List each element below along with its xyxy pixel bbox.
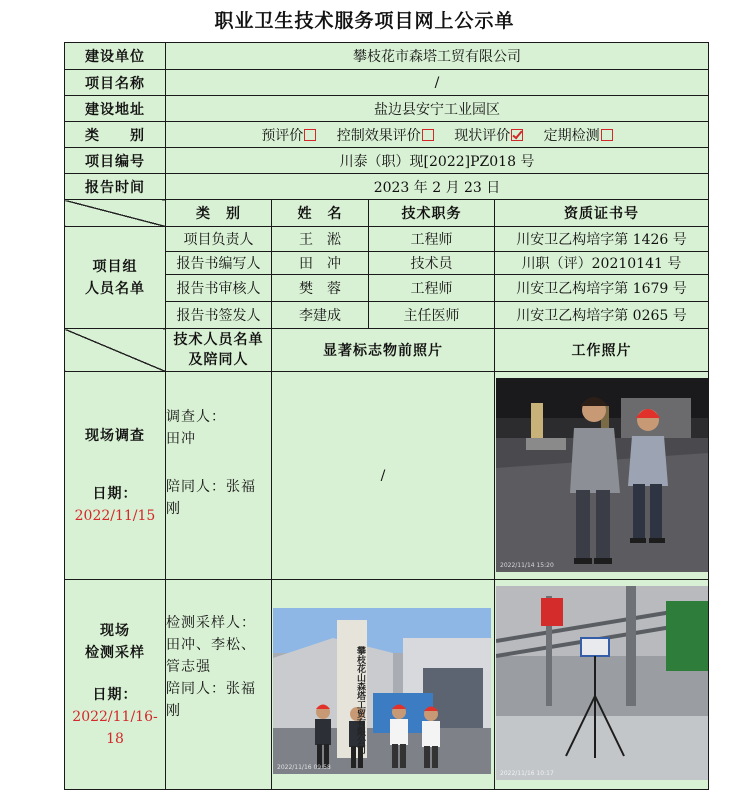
project-name-label: 项目名称 (65, 70, 166, 96)
survey-date-label: 日期： (92, 485, 138, 502)
sampler-label: 检测采样人： (166, 615, 256, 631)
sampling-landmark-photo-image (273, 608, 491, 774)
sampling-landmark-photo (273, 608, 491, 774)
sampling-date-label: 日期： (92, 686, 138, 703)
sampling-label-1: 现场 (100, 622, 130, 639)
checkbox-status-evaluation (511, 129, 523, 141)
photos-header-staff-line1: 技术人员名单 (173, 332, 264, 348)
sampling-landmark-photo-cell (272, 580, 495, 790)
survey-people (166, 372, 272, 580)
project-no-label: 项目编号 (65, 148, 166, 174)
photo-timestamp: 2022/11/14 15:20 (500, 562, 554, 569)
team-header-role: 类 别 (166, 200, 272, 227)
category-option-label: 预评价 (261, 127, 304, 144)
sampling-label-2: 检测采样 (85, 644, 145, 661)
row-unit (65, 43, 709, 70)
photos-header-row (65, 329, 709, 372)
team-cert: 川安卫乙构培字第 0265 号 (495, 302, 709, 329)
row-project-name (65, 70, 709, 96)
diagonal-cell (65, 200, 166, 227)
team-role: 项目负责人 (166, 227, 272, 252)
disclosure-form (64, 42, 709, 790)
category-options (166, 122, 709, 148)
team-role: 报告书审核人 (166, 275, 272, 302)
survey-date: 2022/11/15 (74, 507, 156, 524)
team-title: 技术员 (369, 252, 495, 275)
photos-header-work: 工作照片 (495, 329, 709, 372)
sampler-value-2: 管志强 (166, 659, 211, 675)
photo-timestamp: 2022/11/16 09:58 (277, 764, 331, 771)
survey-work-photo-cell (495, 372, 709, 580)
team-name: 樊 蓉 (272, 275, 369, 302)
investigator-label: 调查人： (166, 409, 226, 425)
row-report-time (65, 174, 709, 200)
category-option-status (454, 128, 523, 144)
report-time-label: 报告时间 (65, 174, 166, 200)
investigator-value: 田冲 (166, 431, 196, 447)
team-row (65, 227, 709, 252)
team-header-title: 技术职务 (369, 200, 495, 227)
survey-companion-cont: 刚 (166, 501, 181, 517)
survey-landmark-photo: / (272, 372, 495, 580)
sampling-date: 2022/11/16-18 (72, 708, 158, 747)
address-label: 建设地址 (65, 96, 166, 122)
team-name: 李建成 (272, 302, 369, 329)
category-option-periodic (544, 128, 613, 144)
sampler-value-1: 田冲、李松、 (166, 637, 256, 653)
survey-label: 现场调查 (85, 427, 145, 444)
project-name-value: / (166, 70, 709, 96)
category-option-label: 现状评价 (454, 127, 511, 144)
sampling-label-cell (65, 580, 166, 790)
survey-work-photo-image (496, 378, 708, 572)
sampling-work-photo-image (496, 586, 708, 780)
photos-header-staff (166, 329, 272, 372)
team-cert: 川安卫乙构培字第 1426 号 (495, 227, 709, 252)
survey-row (65, 372, 709, 580)
team-cert: 川职（评）20210141 号 (495, 252, 709, 275)
checkbox-periodic-test (601, 129, 613, 141)
checkbox-pre-evaluation (304, 129, 316, 141)
company-sign: 攀枝花山森塔工贸有限公司 (355, 646, 365, 754)
project-no-value: 川泰（职）现[2022]PZ018 号 (166, 148, 709, 174)
sampling-work-photo-cell (495, 580, 709, 790)
unit-value: 攀枝花市森塔工贸有限公司 (166, 43, 709, 70)
team-name: 王 淞 (272, 227, 369, 252)
team-header-cert: 资质证书号 (495, 200, 709, 227)
row-address (65, 96, 709, 122)
category-option-label: 定期检测 (543, 127, 600, 144)
team-title: 工程师 (369, 275, 495, 302)
team-title: 主任医师 (369, 302, 495, 329)
page-title: 职业卫生技术服务项目网上公示单 (214, 10, 515, 32)
sampling-companion: 陪同人：张福 (166, 681, 256, 697)
photo-timestamp: 2022/11/16 10:17 (500, 770, 554, 777)
team-group-label-line1: 项目组 (92, 258, 138, 275)
photos-header-staff-line2: 及陪同人 (188, 352, 249, 368)
diagonal-cell (65, 329, 166, 372)
sampling-row (65, 580, 709, 790)
team-cert: 川安卫乙构培字第 1679 号 (495, 275, 709, 302)
survey-work-photo (496, 378, 708, 572)
sampling-companion-cont: 刚 (166, 703, 181, 719)
row-project-no (65, 148, 709, 174)
address-value: 盐边县安宁工业园区 (166, 96, 709, 122)
team-role: 报告书编写人 (166, 252, 272, 275)
row-category (65, 122, 709, 148)
team-role: 报告书签发人 (166, 302, 272, 329)
team-header-row (65, 200, 709, 227)
checkbox-control-evaluation (422, 129, 434, 141)
category-option-pre (261, 128, 316, 144)
survey-companion: 陪同人：张福 (166, 479, 256, 495)
team-group-label (65, 227, 166, 329)
category-option-label: 控制效果评价 (336, 127, 421, 144)
team-title: 工程师 (369, 227, 495, 252)
survey-label-cell (65, 372, 166, 580)
team-group-label-line2: 人员名单 (85, 280, 145, 297)
report-time-value: 2023 年 2 月 23 日 (166, 174, 709, 200)
photos-header-landmark: 显著标志物前照片 (272, 329, 495, 372)
sampling-work-photo (496, 586, 708, 780)
category-label: 类 别 (65, 122, 166, 148)
category-option-control (337, 128, 434, 144)
unit-label: 建设单位 (65, 43, 166, 70)
team-header-name: 姓 名 (272, 200, 369, 227)
sampling-people (166, 580, 272, 790)
team-name: 田 冲 (272, 252, 369, 275)
